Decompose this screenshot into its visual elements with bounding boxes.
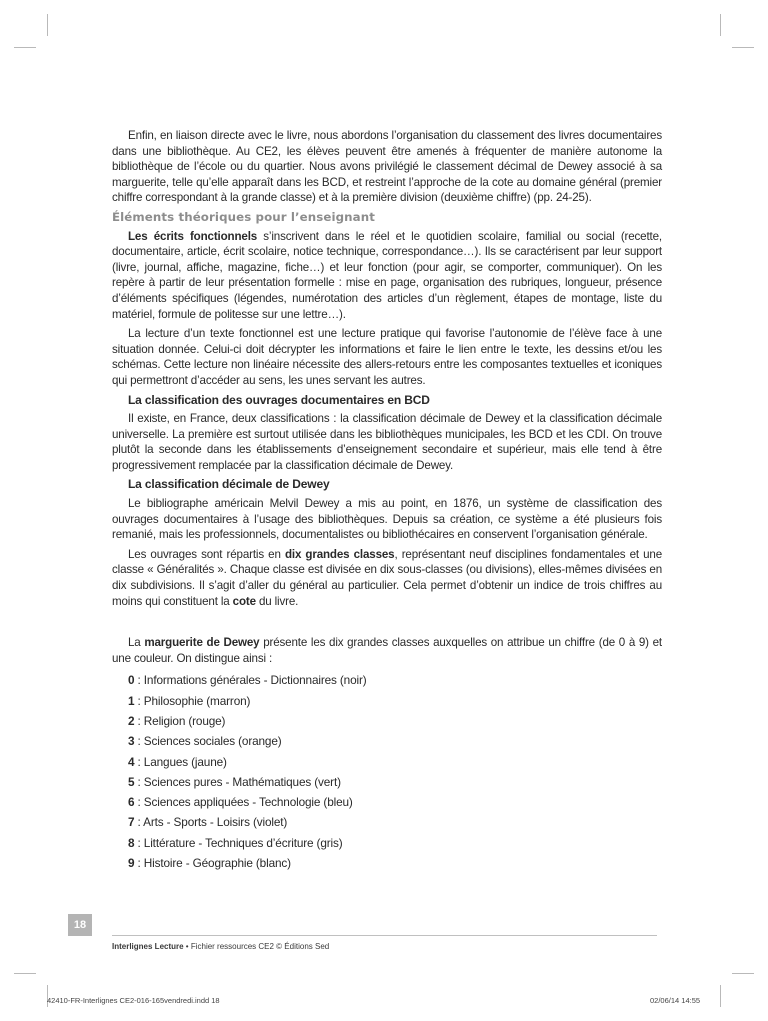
list-item: [128, 731, 662, 751]
classification-heading: La classification des ouvrages documentaires en BCD: [128, 392, 430, 407]
marguerite-term: marguerite de Dewey: [144, 636, 260, 650]
classification-paragraph: Il existe, en France, deux classifications : la classification décimale de Dewey et la classification décimale universelle. La première est surtout utilisée dans les bibliothèques municipales, les BCD et les CDI. On trouve plutôt la seconde dans les établissements d’enseignement secondaire et supérieur, mais elle tend à être progressivement remplacée par la classification décimale de Dewey.: [112, 412, 662, 472]
footer-divider: [112, 935, 657, 936]
class-number: 1: [128, 693, 135, 708]
page-number: 18: [68, 914, 92, 936]
dewey-paragraph-1: Le bibliographe américain Melvil Dewey a mis au point, en 1876, un système de classification des ouvrages documentaires à l’usage des bibliothèques. Depuis sa création, ce système a été plusieurs fois remanié, mais les professionnels, documentalistes ou bibliothécaires en conservent l’organisation générale.: [112, 497, 662, 542]
crop-mark: [720, 985, 721, 1007]
list-item: [128, 812, 662, 832]
class-label: : Sciences pures - Mathématiques (vert): [134, 774, 341, 789]
ecrits-paragraph: [112, 229, 662, 323]
class-number: 4: [128, 754, 135, 769]
class-label: : Littérature - Techniques d’écriture (gris): [134, 835, 343, 850]
list-item: [128, 792, 662, 812]
footer-publisher: • Fichier ressources CE2 © Éditions Sed: [183, 942, 330, 951]
class-number: 9: [128, 856, 135, 871]
class-number: 0: [128, 673, 135, 688]
cote-term: cote: [232, 594, 256, 608]
print-slug-file: 42410-FR-Interlignes CE2-016-165vendredi.indd 18: [47, 996, 220, 1005]
class-number: 8: [128, 835, 135, 850]
ecrits-text: s’inscrivent dans le réel et le quotidien scolaire, familial ou social (recette, documentaire, article, écrit scolaire, notice technique, correspondance…). Ils se caractérisent par leur support (livre, journal, affiche, magazine, fiche…) et leur fonction (pour agir, se comporter, communiquer). On les repère à partir de leur présentation formelle : mise en page, organisation des rubriques, longueur, présence d’éléments spécifiques (légendes, numérotation des articles d’un règlement, étapes de montage, liste du matériel, formule de politesse sur une lettre…).: [112, 229, 662, 321]
class-label: : Religion (rouge): [134, 714, 226, 728]
series-title: Interlignes Lecture: [112, 942, 184, 951]
section-title: Éléments théoriques pour l’enseignant: [112, 209, 375, 224]
dix-grandes-classes-term: dix grandes classes: [284, 547, 395, 561]
list-item: [128, 853, 662, 873]
list-item: [128, 752, 662, 772]
class-label: : Langues (jaune): [134, 754, 227, 769]
list-item: [128, 833, 662, 853]
spacer: [112, 609, 662, 635]
ecrits-term: Les écrits fonctionnels: [128, 229, 258, 243]
text-span: La: [128, 636, 145, 650]
class-number: 5: [128, 774, 135, 789]
text-span: , représentant neuf disciplines fondamentales et une classe « Généralités ». Chaque classe est divisée en dix sous-classes (ou divisions), elles-mêmes divisées en dix subdivisions. Il s’agit d’aller du général au particulier. Cela permet d’obtenir un indice de trois chiffres au moins qui constituent la: [112, 547, 663, 608]
list-item: [128, 711, 662, 731]
crop-mark: [720, 14, 721, 36]
dewey-paragraph-2: [112, 547, 662, 609]
list-item: [128, 691, 662, 711]
crop-mark: [14, 47, 36, 48]
class-number: 6: [128, 795, 135, 810]
crop-mark: [732, 973, 754, 974]
page-body: [112, 128, 662, 873]
crop-mark: [14, 973, 36, 974]
crop-mark: [47, 14, 48, 36]
intro-paragraph: Enfin, en liaison directe avec le livre, nous abordons l’organisation du classement des livres documentaires dans une bibliothèque. Au CE2, les élèves peuvent être amenés à fréquenter de manière autonome la bibliothèque de l’école ou du quartier. Nous avons privilégié le classement décimal de Dewey associé à sa marguerite, telle qu’elle apparaît dans les BCD, et restreint l’approche de la cote au domaine général (premier chiffre correspondant à la grande classe) et à la première division (deuxième chiffre) (pp. 24-25).: [112, 129, 662, 205]
list-item: [128, 772, 662, 792]
print-slug-date: 02/06/14 14:55: [650, 996, 701, 1005]
class-label: : Philosophie (marron): [134, 693, 251, 708]
class-number: 7: [128, 815, 135, 830]
lecture-paragraph: La lecture d’un texte fonctionnel est une lecture pratique qui favorise l’autonomie de l’élève face à une situation donnée. Celui-ci doit décrypter les informations et faire le lien entre le texte, les dessins et/ou les schémas. Cette lecture non linéaire nécessite des allers-retours entre les composantes textuelles et iconiques qui permettront d’accéder au sens, les unes servant les autres.: [112, 327, 662, 387]
class-label: : Sciences appliquées - Technologie (bleu): [134, 795, 353, 810]
dewey-heading: La classification décimale de Dewey: [128, 477, 330, 492]
text-span: Les ouvrages sont répartis en: [128, 547, 285, 561]
text-span: du livre.: [255, 594, 299, 608]
crop-mark: [732, 47, 754, 48]
class-label: : Arts - Sports - Loisirs (violet): [134, 815, 288, 830]
marguerite-paragraph: [112, 635, 662, 666]
class-label: : Sciences sociales (orange): [134, 734, 282, 749]
dewey-classes-list: [112, 670, 662, 873]
list-item: [128, 670, 662, 690]
class-label: : Histoire - Géographie (blanc): [134, 856, 291, 871]
class-label: : Informations générales - Dictionnaires (noir): [134, 673, 367, 688]
footer-credit: [112, 942, 329, 951]
class-number: 3: [128, 734, 135, 749]
text-span: présente les dix grandes classes auxquelles on attribue un chiffre (de 0 à 9) et une couleur. On distingue ainsi :: [112, 636, 662, 665]
class-number: 2: [128, 714, 135, 728]
